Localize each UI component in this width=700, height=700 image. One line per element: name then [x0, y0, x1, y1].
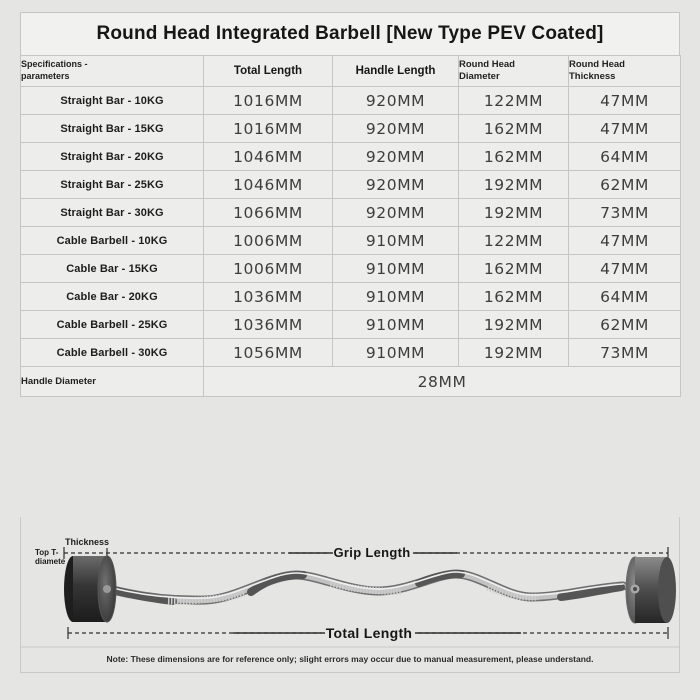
handle-diameter-row — [21, 367, 681, 397]
spec-cell: Straight Bar - 10KG — [21, 87, 204, 115]
barbell-illustration — [21, 517, 679, 672]
total-length-cell: 1036MM — [204, 283, 333, 311]
spec-cell: Cable Barbell - 25KG — [21, 311, 204, 339]
header-specifications: Specifications - parameters — [21, 56, 204, 87]
total-length-cell: 1036MM — [204, 311, 333, 339]
total-length-cell: 1006MM — [204, 255, 333, 283]
table-row — [21, 171, 681, 199]
barbell-diagram — [20, 517, 680, 673]
head-diameter-cell: 122MM — [459, 87, 569, 115]
head-diameter-cell: 192MM — [459, 199, 569, 227]
head-thickness-cell: 47MM — [569, 255, 681, 283]
handle-diameter-value: 28MM — [204, 367, 681, 397]
left-hub — [103, 585, 111, 593]
handle-length-cell: 910MM — [333, 283, 459, 311]
table-row — [21, 255, 681, 283]
table-header-row — [21, 56, 681, 87]
total-length-cell: 1016MM — [204, 115, 333, 143]
head-diameter-cell: 122MM — [459, 227, 569, 255]
note-text: Note: These dimensions are for reference only; slight errors may occur due to manual measurement, please understand. — [106, 654, 594, 664]
table-row — [21, 283, 681, 311]
handle-length-cell: 910MM — [333, 227, 459, 255]
header-head-thickness: Round Head Thickness — [569, 56, 681, 87]
spec-cell: Straight Bar - 30KG — [21, 199, 204, 227]
table-row — [21, 87, 681, 115]
handle-length-cell: 920MM — [333, 115, 459, 143]
table-row — [21, 339, 681, 367]
handle-diameter-label: Handle Diameter — [21, 367, 204, 397]
head-diameter-cell: 162MM — [459, 283, 569, 311]
total-length-cell: 1006MM — [204, 227, 333, 255]
head-thickness-cell: 64MM — [569, 283, 681, 311]
head-diameter-cell: 192MM — [459, 339, 569, 367]
head-thickness-cell: 73MM — [569, 199, 681, 227]
spec-table — [20, 55, 681, 397]
left-plate — [64, 556, 116, 622]
header-handle-length: Handle Length — [333, 56, 459, 87]
table-row — [21, 115, 681, 143]
handle-length-cell: 910MM — [333, 255, 459, 283]
head-thickness-cell: 62MM — [569, 311, 681, 339]
head-diameter-cell: 162MM — [459, 143, 569, 171]
spec-cell: Straight Bar - 25KG — [21, 171, 204, 199]
right-plate — [626, 557, 676, 623]
spec-cell: Cable Barbell - 30KG — [21, 339, 204, 367]
head-diameter-cell: 192MM — [459, 311, 569, 339]
handle-length-cell: 920MM — [333, 143, 459, 171]
head-thickness-cell: 47MM — [569, 115, 681, 143]
head-thickness-cell: 64MM — [569, 143, 681, 171]
head-thickness-cell: 73MM — [569, 339, 681, 367]
total-length-cell: 1046MM — [204, 171, 333, 199]
spec-cell: Cable Bar - 15KG — [21, 255, 204, 283]
total-length-cell: 1016MM — [204, 87, 333, 115]
total-length-cell: 1056MM — [204, 339, 333, 367]
handle-length-cell: 920MM — [333, 171, 459, 199]
spec-cell: Cable Bar - 20KG — [21, 283, 204, 311]
spec-cell: Cable Barbell - 10KG — [21, 227, 204, 255]
head-thickness-cell: 62MM — [569, 171, 681, 199]
head-thickness-cell: 47MM — [569, 87, 681, 115]
total-length-cell: 1066MM — [204, 199, 333, 227]
handle-length-cell: 910MM — [333, 339, 459, 367]
spec-cell: Straight Bar - 20KG — [21, 143, 204, 171]
table-row — [21, 227, 681, 255]
handle-length-cell: 920MM — [333, 87, 459, 115]
table-row — [21, 199, 681, 227]
total-length-label: Total Length — [325, 625, 413, 641]
table-row — [21, 311, 681, 339]
grip-length-label: Grip Length — [333, 545, 411, 560]
barbell-shaft — [113, 572, 623, 601]
thickness-label: Thickness — [65, 537, 110, 547]
spec-cell: Straight Bar - 15KG — [21, 115, 204, 143]
header-total-length: Total Length — [204, 56, 333, 87]
head-diameter-cell: 162MM — [459, 115, 569, 143]
page-title: Round Head Integrated Barbell [New Type PEV Coated] — [20, 12, 680, 56]
head-diameter-cell: 162MM — [459, 255, 569, 283]
table-row — [21, 143, 681, 171]
header-head-diameter: Round Head Diameter — [459, 56, 569, 87]
top-t-diameter-label-line1: Top T- — [35, 548, 59, 557]
head-diameter-cell: 192MM — [459, 171, 569, 199]
handle-length-cell: 920MM — [333, 199, 459, 227]
handle-length-cell: 910MM — [333, 311, 459, 339]
total-length-cell: 1046MM — [204, 143, 333, 171]
top-t-diameter-label-line2: diamete — [35, 557, 66, 566]
head-thickness-cell: 47MM — [569, 227, 681, 255]
